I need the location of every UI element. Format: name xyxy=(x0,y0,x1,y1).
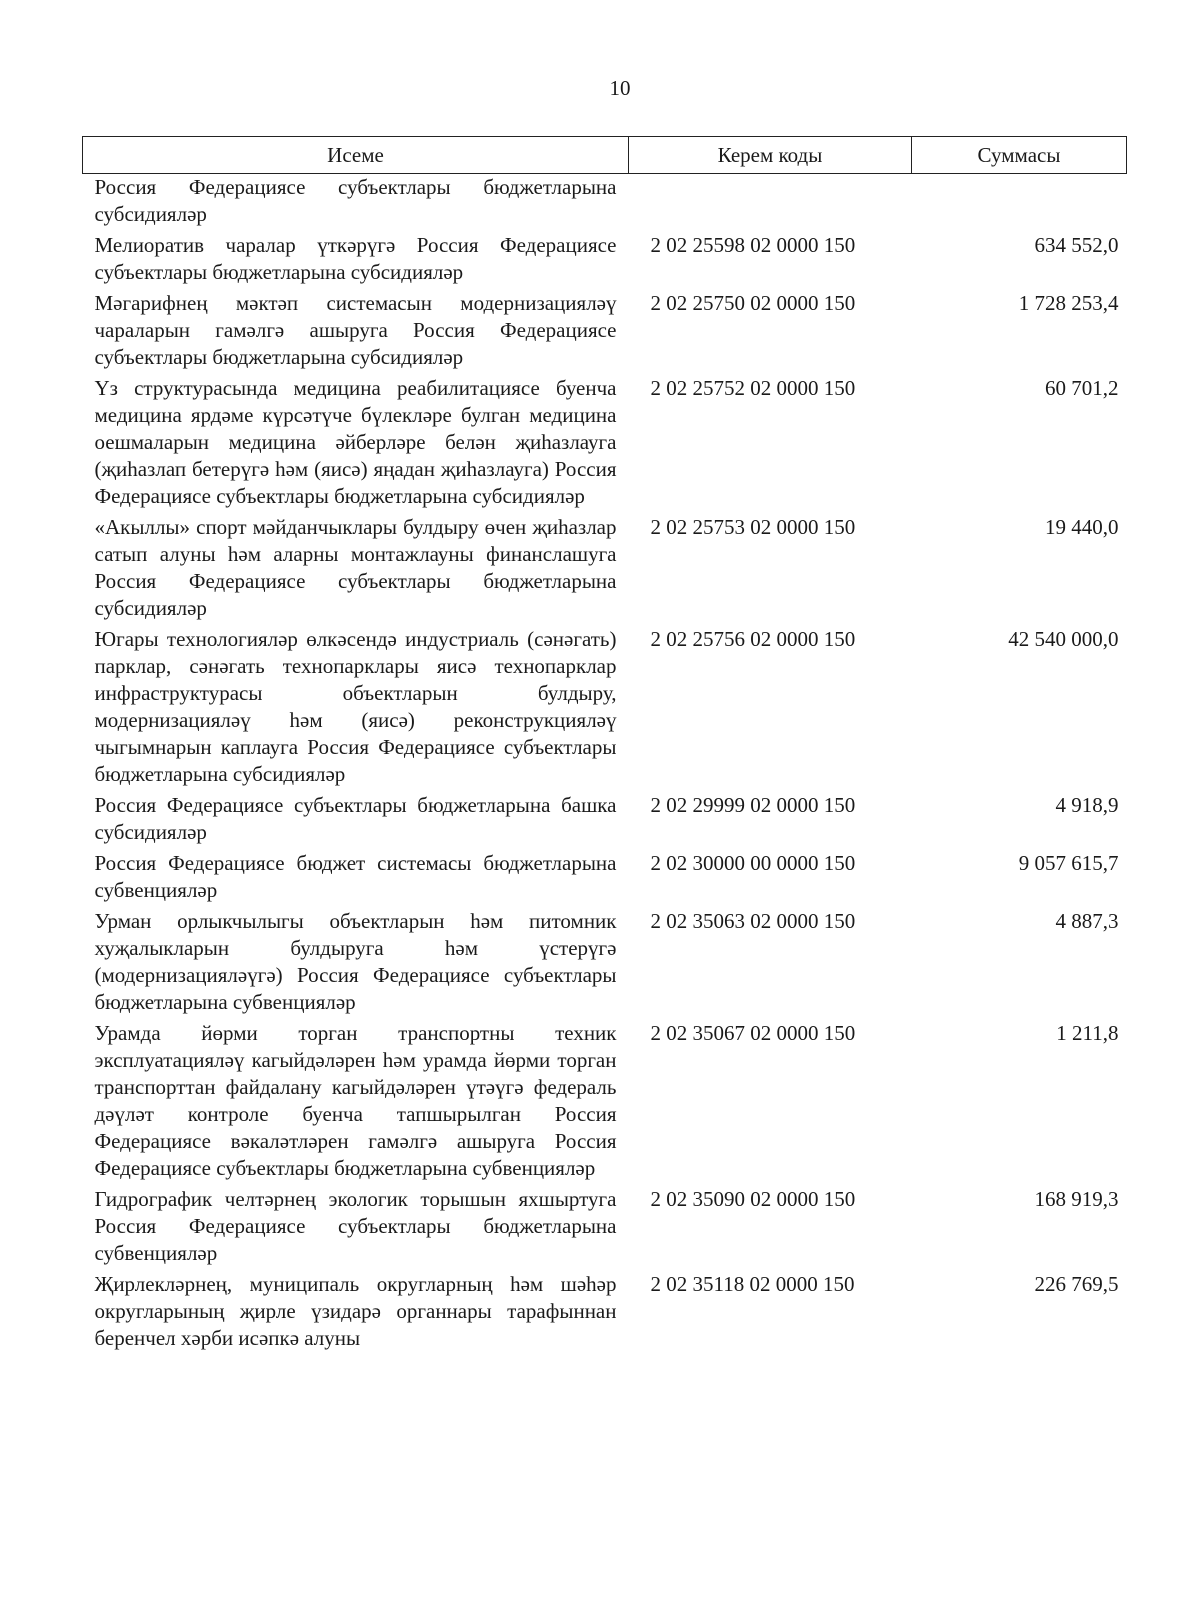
header-name: Исеме xyxy=(83,137,629,174)
row-sum xyxy=(912,174,1127,233)
row-code: 2 02 35067 02 0000 150 xyxy=(650,1021,856,1045)
table-row xyxy=(83,792,1127,850)
row-code: 2 02 35118 02 0000 150 xyxy=(650,1272,855,1296)
table-row xyxy=(83,1271,1127,1356)
budget-table xyxy=(82,136,1127,1356)
row-code: 2 02 35090 02 0000 150 xyxy=(650,1187,856,1211)
row-sum: 168 919,3 xyxy=(1034,1187,1119,1211)
header-code: Керем коды xyxy=(629,137,912,174)
row-sum: 226 769,5 xyxy=(1034,1272,1119,1296)
row-code: 2 02 29999 02 0000 150 xyxy=(650,793,856,817)
row-name: Үз структурасында медицина реабилитациясе буенча медицина ярдәме күрсәтүче бүлекләре булган медицина оешмаларын медицина әйберләре белән җиһазлауга (җиһазлап бетерүгә һәм (яисә) яңадан җиһазлауга) Россия Федерациясе субъектлары бюджетларына субсидияләр xyxy=(94,376,617,508)
row-name: Урамда йөрми торган транспортны техник эксплуатацияләү кагыйдәләрен һәм урамда йөрми торган транспорттан файдалану кагыйдәләрен үтәүгә федераль дәүләт контроле буенча тапшырылган Россия Федерациясе вәкаләтләрен гамәлгә ашыруга Россия Федерациясе субъектлары бюджетларына субвенцияләр xyxy=(94,1021,617,1180)
row-sum: 42 540 000,0 xyxy=(1008,627,1119,651)
row-sum: 19 440,0 xyxy=(1045,515,1119,539)
row-name: Россия Федерациясе бюджет системасы бюджетларына субвенцияләр xyxy=(94,851,617,902)
row-code: 2 02 25756 02 0000 150 xyxy=(650,627,856,651)
table-row xyxy=(83,375,1127,514)
row-name: Урман орлыкчылыгы объектларын һәм питомник хуҗалыкларын булдыруга һәм үстерүгә (модернизацияләүгә) Россия Федерациясе субъектлары бюджетларына субвенцияләр xyxy=(94,909,617,1014)
row-name: Мәгарифнең мәктәп системасын модернизацияләү чараларын гамәлгә ашыруга Россия Федерациясе субъектлары бюджетларына субсидияләр xyxy=(94,291,617,369)
row-code xyxy=(629,174,912,233)
row-code: 2 02 25753 02 0000 150 xyxy=(650,515,856,539)
table-header-row xyxy=(83,137,1127,174)
row-name: Җирлекләрнең, муниципаль округларның һәм шәһәр округларының җирле үзидарә органнары тарафыннан беренчел хәрби исәпкә алуны xyxy=(94,1272,617,1350)
table-row xyxy=(83,1020,1127,1186)
table-row xyxy=(83,514,1127,626)
row-code: 2 02 25752 02 0000 150 xyxy=(650,376,856,400)
row-code: 2 02 25750 02 0000 150 xyxy=(650,291,856,315)
row-sum: 4 887,3 xyxy=(1055,909,1119,933)
row-name: Россия Федерациясе субъектлары бюджетларына башка субсидияләр xyxy=(94,793,617,844)
row-sum: 1 211,8 xyxy=(1056,1021,1119,1045)
row-name: Гидрографик челтәрнең экологик торышын яхшыртуга Россия Федерациясе субъектлары бюджетларына субвенцияләр xyxy=(94,1187,617,1265)
table-row xyxy=(83,1186,1127,1271)
table-row xyxy=(83,232,1127,290)
row-code: 2 02 25598 02 0000 150 xyxy=(650,233,856,257)
row-name: Мелиоратив чаралар үткәрүгә Россия Федерациясе субъектлары бюджетларына субсидияләр xyxy=(94,233,617,284)
row-sum: 634 552,0 xyxy=(1034,233,1119,257)
header-sum: Суммасы xyxy=(912,137,1127,174)
row-sum: 9 057 615,7 xyxy=(1018,851,1119,875)
row-name: Югары технологияләр өлкәсендә индустриаль (сәнәгать) парклар, сәнәгать технопарклары яисә технопарклар инфраструктурасы объектларын булдыру, модернизацияләү һәм (яисә) реконструкцияләү чыгымнарын каплауга Россия Федерациясе субъектлары бюджетларына субсидияләр xyxy=(94,627,617,786)
row-sum: 60 701,2 xyxy=(1045,376,1119,400)
row-name: «Акыллы» спорт мәйданчыклары булдыру өчен җиһазлар сатып алуны һәм аларны монтажлауны финанслашуга Россия Федерациясе субъектлары бюджетларына субсидияләр xyxy=(94,515,617,620)
table-row xyxy=(83,290,1127,375)
row-sum: 4 918,9 xyxy=(1055,793,1119,817)
row-code: 2 02 35063 02 0000 150 xyxy=(650,909,856,933)
table-row xyxy=(83,626,1127,792)
row-sum: 1 728 253,4 xyxy=(1018,291,1119,315)
table-row xyxy=(83,850,1127,908)
page-number: 10 xyxy=(609,76,631,100)
row-name: Россия Федерациясе субъектлары бюджетларына субсидияләр xyxy=(94,175,617,226)
table-row xyxy=(83,174,1127,233)
table-row xyxy=(83,908,1127,1020)
row-code: 2 02 30000 00 0000 150 xyxy=(650,851,856,875)
